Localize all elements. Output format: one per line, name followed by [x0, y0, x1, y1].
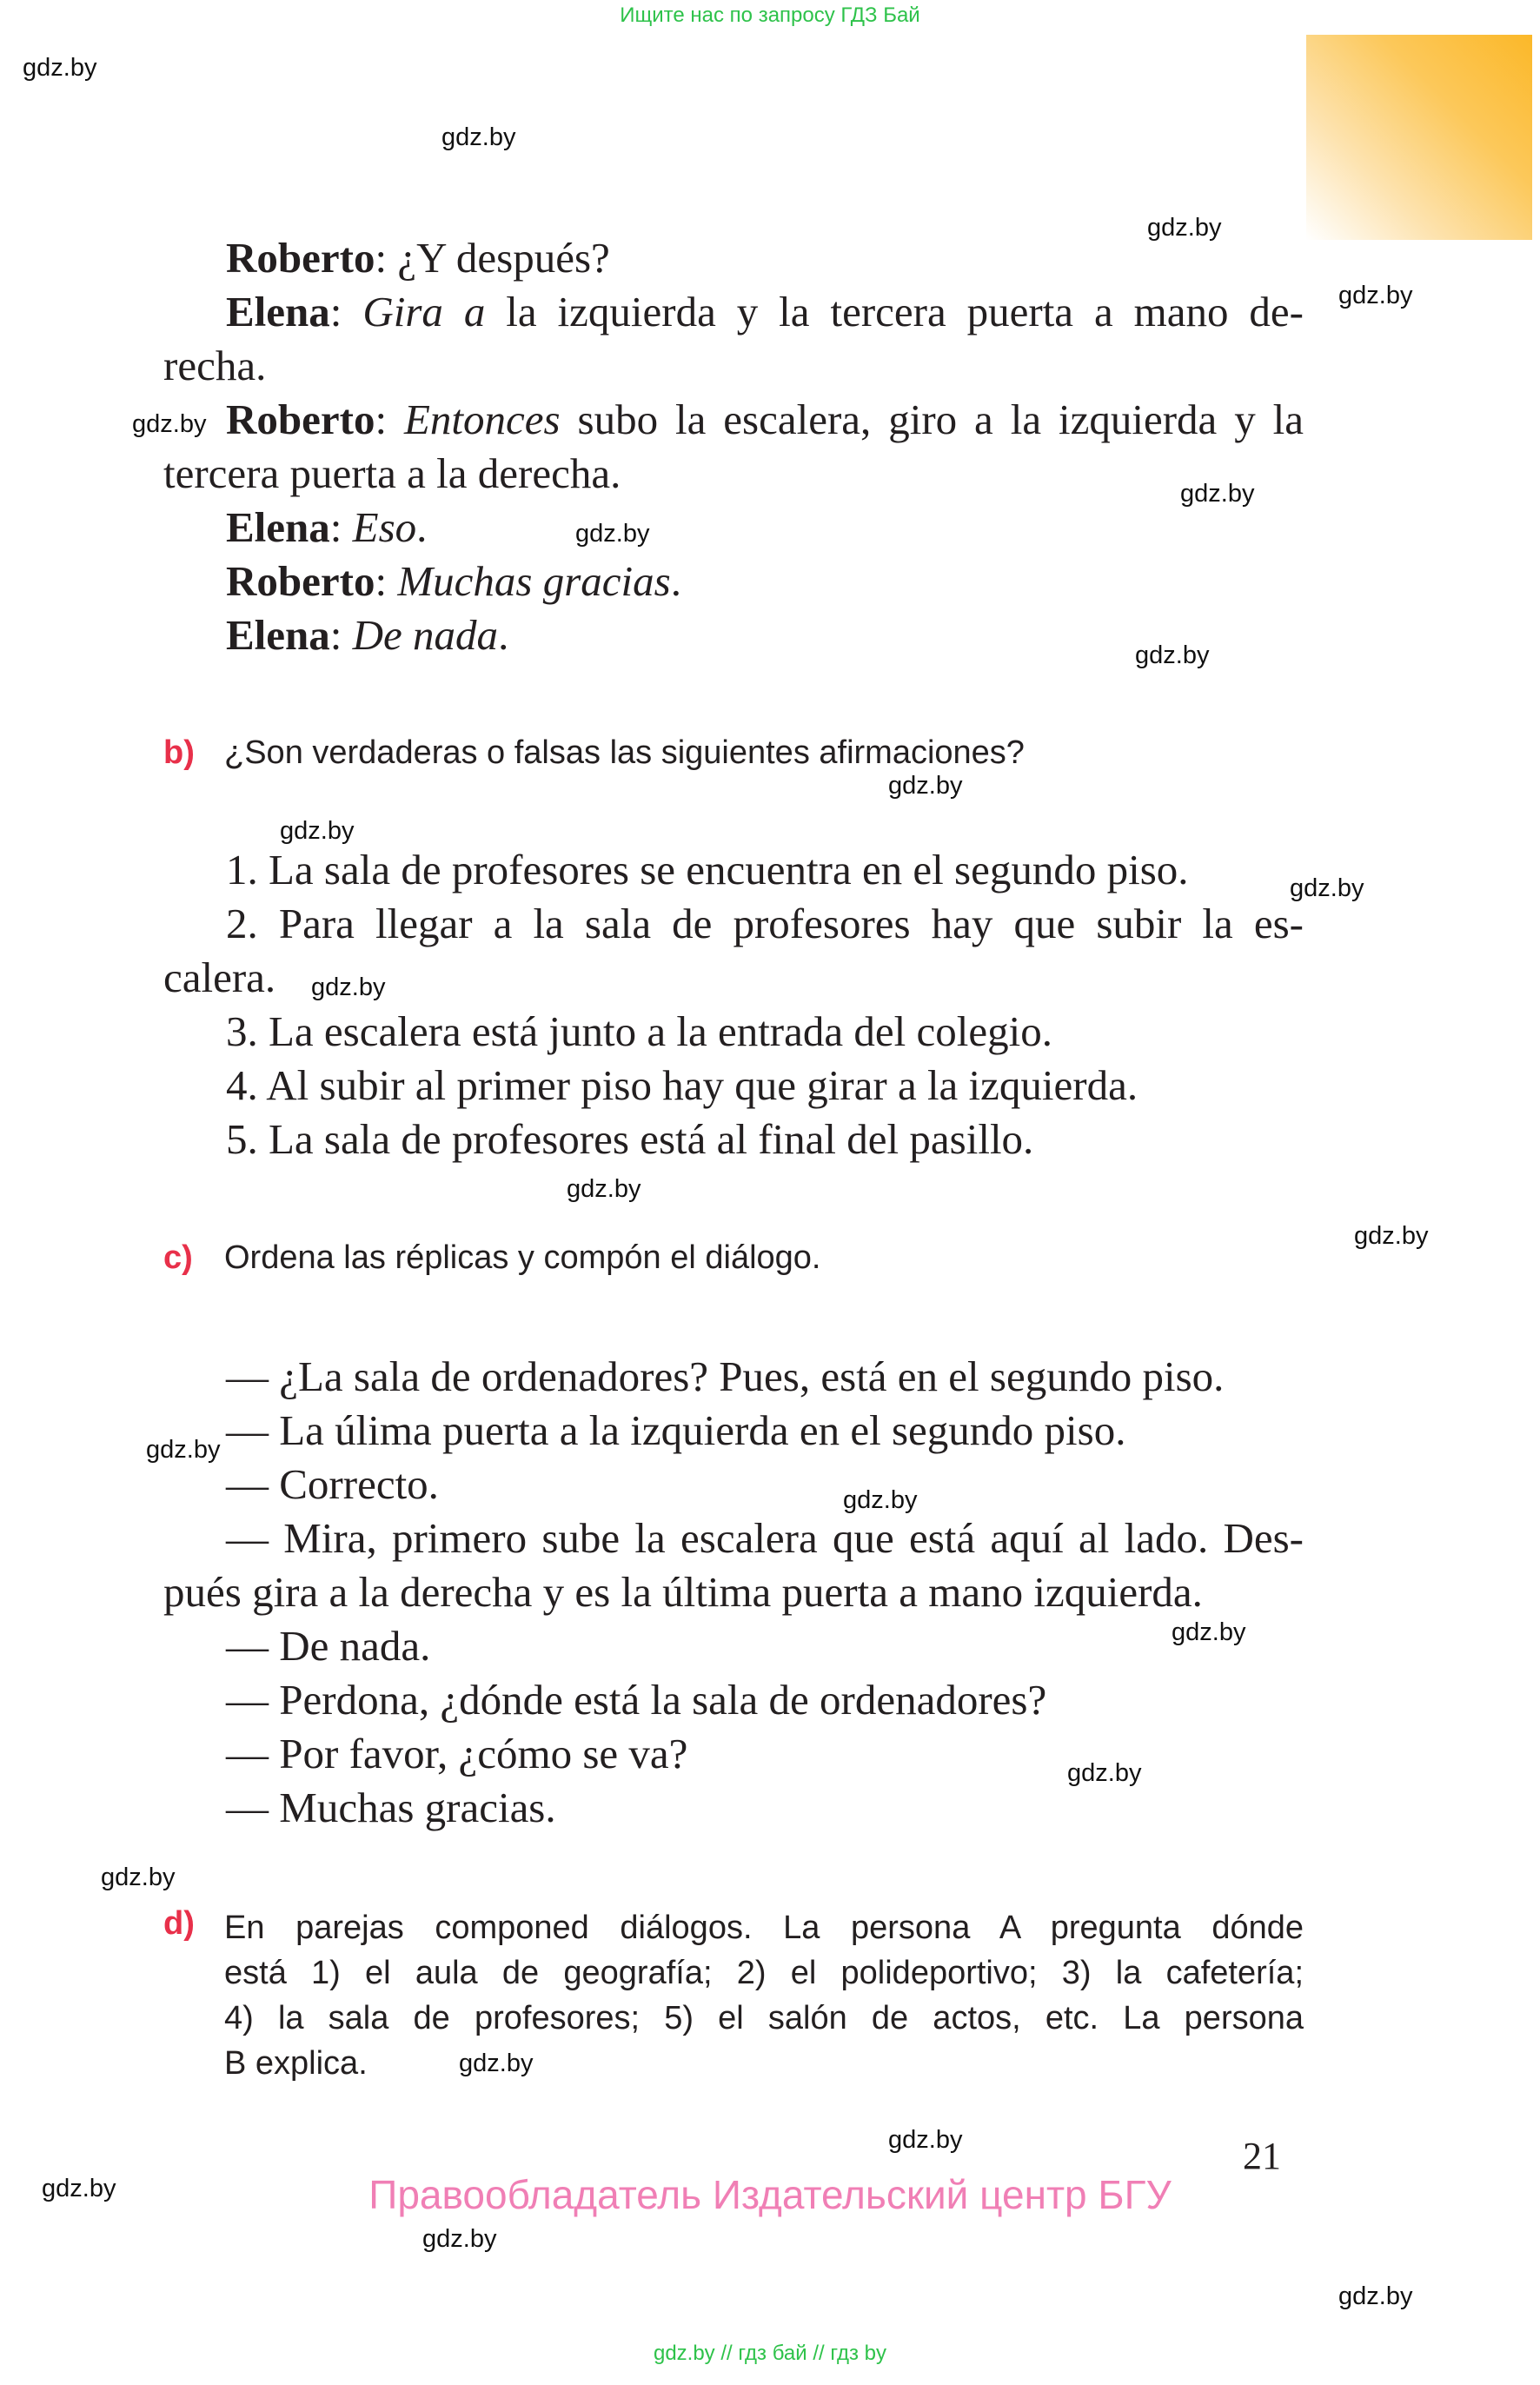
task-c-line: — Por favor, ¿cómo se va? [226, 1730, 688, 1777]
watermark: gdz.by [888, 2126, 963, 2154]
speaker-name: Elena [226, 503, 330, 551]
task-c-letter: c) [163, 1239, 193, 1276]
task-c-line-cont: pués gira a la derecha y es la última puerta a mano izquierda. [163, 1568, 1203, 1616]
line-italic: Entonces [403, 395, 561, 443]
watermark: gdz.by [42, 2175, 116, 2202]
line-rest: subo la escalera, giro a la izquierda y la [560, 395, 1304, 443]
task-b-item: 3. La escalera está junto a la entrada del colegio. [226, 1007, 1052, 1055]
watermark: gdz.by [441, 123, 516, 151]
speaker-name: Roberto [226, 557, 375, 605]
watermark: gdz.by [132, 410, 207, 438]
dialogue-line-3-cont: tercera puerta a la derecha. [163, 449, 621, 497]
dialogue-line-2 [226, 285, 1304, 339]
top-banner: Ищите нас по запросу ГДЗ Бай [620, 3, 920, 27]
line-sep: : [375, 557, 398, 605]
task-d-line: En parejas componed diálogos. La persona A pregunta dónde [224, 1910, 1304, 1946]
dialogue-line-2-cont: recha. [163, 342, 267, 389]
task-b-letter: b) [163, 734, 195, 771]
line-italic: Gira a [362, 288, 486, 335]
speaker-name: Elena [226, 611, 330, 659]
dialogue-line-1 [226, 231, 610, 285]
line-rest: . [416, 503, 428, 551]
speaker-name: Roberto [226, 395, 375, 443]
task-b-instruction: ¿Son verdaderas o falsas las siguientes afirmaciones? [224, 734, 1025, 771]
watermark: gdz.by [843, 1486, 918, 1514]
watermark: gdz.by [459, 2050, 534, 2077]
watermark: gdz.by [888, 772, 963, 800]
speaker-name: Elena [226, 288, 330, 335]
task-c-line: — Mira, primero sube la escalera que está aquí al lado. Des- [226, 1514, 1304, 1562]
task-b-item: 4. Al subir al primer piso hay que girar a la izquierda. [226, 1061, 1138, 1109]
line-sep: : [375, 395, 404, 443]
watermark: gdz.by [311, 973, 386, 1001]
line-italic: Eso [352, 503, 417, 551]
line-sep: : [329, 503, 353, 551]
task-c-line: — La úlima puerta a la izquierda en el segundo piso. [226, 1406, 1126, 1454]
watermark: gdz.by [575, 520, 650, 548]
dialogue-line-4 [226, 501, 427, 555]
watermark: gdz.by [567, 1175, 641, 1203]
watermark: gdz.by [1180, 480, 1255, 508]
task-b-item-cont: calera. [163, 953, 276, 1001]
copyright-notice: Правообладатель Издательский центр БГУ [368, 2172, 1172, 2217]
line-rest: la izquierda y la tercera puerta a mano de- [485, 288, 1304, 335]
watermark: gdz.by [280, 817, 355, 845]
task-c-line: — De nada. [226, 1622, 431, 1670]
speaker-name: Roberto [226, 234, 375, 282]
task-d-line: está 1) el aula de geografía; 2) el polideportivo; 3) la cafetería; [224, 1955, 1304, 1991]
task-c-line: — Muchas gracias. [226, 1784, 556, 1831]
line-sep: : [329, 611, 353, 659]
footer-links: gdz.by // гдз бай // гдз by [653, 2342, 887, 2365]
watermark: gdz.by [1135, 641, 1210, 669]
task-d-letter: d) [163, 1905, 195, 1942]
line-rest: . [498, 611, 509, 659]
line-rest: : ¿Y después? [375, 234, 610, 282]
line-rest: . [670, 557, 681, 605]
task-b-item: 5. La sala de profesores está al final del pasillo. [226, 1115, 1034, 1163]
watermark: gdz.by [422, 2225, 497, 2253]
task-d-line: B explica. [224, 2045, 368, 2082]
page-number: 21 [1243, 2135, 1281, 2177]
task-c-line: — ¿La sala de ordenadores? Pues, está en el segundo piso. [226, 1352, 1225, 1400]
watermark: gdz.by [1354, 1222, 1429, 1250]
watermark: gdz.by [101, 1863, 176, 1891]
dialogue-line-6 [226, 608, 508, 662]
watermark: gdz.by [1290, 874, 1364, 902]
watermark: gdz.by [23, 54, 97, 82]
task-c-line: — Perdona, ¿dónde está la sala de ordenadores? [226, 1676, 1047, 1724]
dialogue-line-5 [226, 555, 681, 608]
watermark: gdz.by [1338, 2282, 1413, 2310]
dialogue-line-3 [226, 393, 1304, 447]
watermark: gdz.by [146, 1436, 221, 1464]
task-c-instruction: Ordena las réplicas y compón el diálogo. [224, 1239, 821, 1276]
watermark: gdz.by [1338, 282, 1413, 309]
watermark: gdz.by [1067, 1759, 1142, 1787]
watermark: gdz.by [1172, 1618, 1246, 1646]
task-b-item: 1. La sala de profesores se encuentra en el segundo piso. [226, 846, 1189, 894]
task-c-line: — Correcto. [226, 1460, 439, 1508]
task-b-item: 2. Para llegar a la sala de profesores hay que subir la es- [226, 900, 1304, 947]
line-sep: : [329, 288, 363, 335]
task-d-line: 4) la sala de profesores; 5) el salón de actos, etc. La persona [224, 2000, 1304, 2036]
watermark: gdz.by [1147, 214, 1222, 242]
line-italic: Muchas gracias [397, 557, 671, 605]
corner-decoration [1306, 35, 1532, 240]
line-italic: De nada [352, 611, 499, 659]
